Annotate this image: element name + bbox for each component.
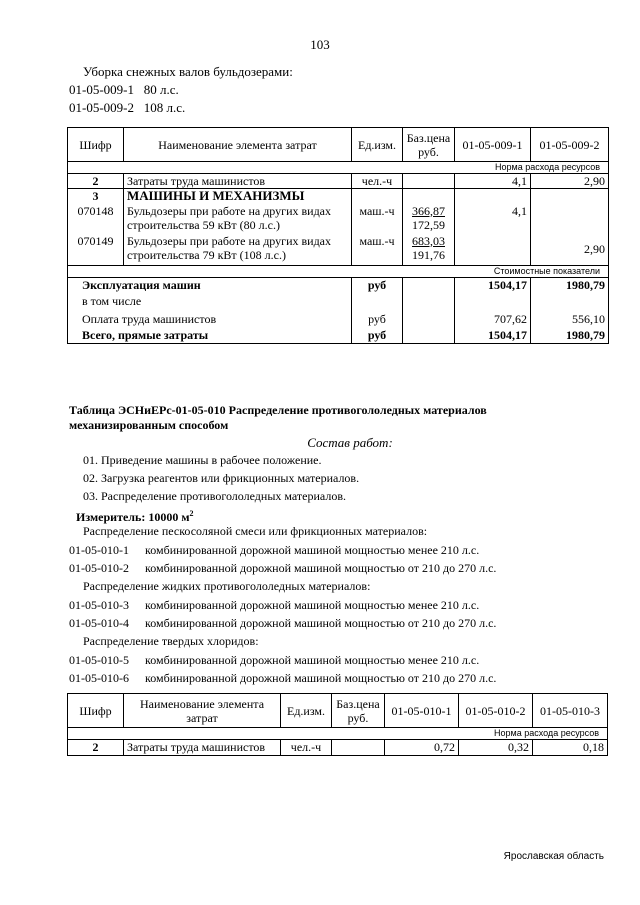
item-text: комбинированной дорожной машиной мощностью от 210 до 270 л.с.	[145, 671, 497, 685]
row-price	[403, 174, 455, 189]
row-price	[403, 204, 455, 234]
list-item	[69, 543, 479, 558]
table-row	[68, 294, 609, 310]
item-text: комбинированной дорожной машиной мощностью менее 210 л.с.	[145, 653, 480, 667]
col-header-unit: Ед.изм.	[352, 128, 403, 162]
row-c1: 1504,17	[455, 278, 531, 294]
row-c2	[531, 204, 609, 234]
row-price-line: 366,87	[412, 203, 445, 218]
col-header-line: Наименование элемента	[139, 696, 265, 711]
col-header-code: Шифр	[68, 128, 124, 162]
item-text: 80 л.с.	[143, 82, 179, 97]
row-code: 070149	[68, 234, 124, 266]
row-name: Всего, прямые затраты	[68, 328, 352, 344]
list-item	[69, 561, 496, 576]
row-c2: 1980,79	[531, 328, 609, 344]
norm-label: Норма расхода ресурсов	[68, 728, 608, 740]
row-price	[403, 278, 455, 294]
col-header-line: Баз.цена	[336, 696, 380, 711]
col-header-line: затрат	[186, 710, 218, 725]
meter-label	[76, 506, 194, 525]
work-item: 01. Приведение машины в рабочее положение.	[83, 453, 322, 467]
row-price	[332, 740, 385, 756]
row-unit: чел.-ч	[281, 740, 332, 756]
row-c1: 1504,17	[455, 328, 531, 344]
row-name: Эксплуатация машин	[68, 278, 352, 294]
list-item	[69, 653, 479, 668]
meter-text: Измеритель: 10000 м	[76, 510, 190, 524]
row-c2: 2,90	[531, 174, 609, 189]
row-c2: 1980,79	[531, 278, 609, 294]
col-header-c1: 01-05-009-1	[455, 128, 531, 162]
col-header-c2: 01-05-010-2	[459, 694, 533, 728]
section1-item	[69, 82, 179, 98]
row-name: Оплата труда машинистов	[68, 310, 352, 328]
group-heading: Распределение пескосоляной смеси или фрикционных материалов:	[83, 524, 428, 538]
row-unit: маш.-ч	[352, 204, 403, 234]
row-price-line: 191,76	[412, 247, 445, 262]
table-row	[68, 328, 609, 344]
norm-label-row	[68, 728, 608, 740]
row-code: 2	[68, 740, 124, 756]
item-code: 01-05-009-1	[69, 82, 134, 97]
item-code: 01-05-010-2	[69, 561, 129, 575]
col-header-line: руб.	[347, 710, 369, 725]
col-header-name: Наименование элемента затрат	[124, 128, 352, 162]
table-title-line: механизированным способом	[69, 418, 229, 432]
row-c2	[531, 189, 609, 204]
row-name: Затраты труда машинистов	[124, 174, 352, 189]
row-name	[124, 234, 352, 266]
row-code: 2	[68, 174, 124, 189]
item-code: 01-05-010-1	[69, 543, 129, 557]
col-header-code: Шифр	[68, 694, 124, 728]
row-c1: 4,1	[455, 204, 531, 234]
row-price-line: 683,03	[412, 233, 445, 248]
table-header-row	[68, 694, 608, 728]
item-text: комбинированной дорожной машиной мощностью менее 210 л.с.	[145, 543, 480, 557]
row-name-line: Бульдозеры при работе на других видах	[127, 233, 332, 248]
row-name-line: строительства 79 кВт (108 л.с.)	[127, 247, 286, 262]
row-unit	[352, 294, 403, 310]
cost-label: Стоимостные показатели	[68, 266, 609, 278]
item-text: 108 л.с.	[143, 100, 186, 115]
row-c2: 0,32	[459, 740, 533, 756]
work-item: 02. Загрузка реагентов или фрикционных материалов.	[83, 471, 360, 485]
list-item	[69, 598, 479, 613]
row-unit: руб	[352, 328, 403, 344]
row-unit: руб	[352, 310, 403, 328]
norm-label-row	[68, 162, 609, 174]
row-c1: 707,62	[455, 310, 531, 328]
row-name	[124, 204, 352, 234]
table-row	[68, 310, 609, 328]
item-code: 01-05-009-2	[69, 100, 134, 115]
row-name: Затраты труда машинистов	[124, 740, 281, 756]
norm-label: Норма расхода ресурсов	[68, 162, 609, 174]
row-price	[403, 328, 455, 344]
row-c2	[531, 294, 609, 310]
page-number: 103	[310, 37, 330, 52]
row-unit: руб	[352, 278, 403, 294]
works-title: Состав работ:	[307, 435, 393, 450]
section1-heading: Уборка снежных валов бульдозерами:	[83, 64, 293, 79]
item-text: комбинированной дорожной машиной мощностью от 210 до 270 л.с.	[145, 616, 497, 630]
row-c1	[455, 294, 531, 310]
row-unit	[352, 189, 403, 204]
table-row	[68, 234, 609, 266]
row-name-line: строительства 59 кВт (80 л.с.)	[127, 217, 280, 232]
item-text: комбинированной дорожной машиной мощностью менее 210 л.с.	[145, 598, 480, 612]
group-heading: Распределение твердых хлоридов:	[83, 634, 259, 648]
table-title-line: Таблица ЭСНиЕРс-01-05-010 Распределение противогололедных материалов	[69, 403, 487, 417]
row-price	[403, 234, 455, 266]
col-header-c3: 01-05-010-3	[533, 694, 608, 728]
row-price	[403, 189, 455, 204]
item-code: 01-05-010-6	[69, 671, 129, 685]
row-name: в том числе	[68, 294, 352, 310]
item-code: 01-05-010-3	[69, 598, 129, 612]
item-code: 01-05-010-4	[69, 616, 129, 630]
col-header-price: Баз.цена руб.	[403, 128, 455, 162]
row-c3: 0,18	[533, 740, 608, 756]
row-unit: чел.-ч	[352, 174, 403, 189]
row-unit: маш.-ч	[352, 234, 403, 266]
meter-sup: 2	[189, 509, 194, 518]
row-code: 070148	[68, 204, 124, 234]
table-row	[68, 740, 608, 756]
col-header-c2: 01-05-009-2	[531, 128, 609, 162]
row-c1	[455, 189, 531, 204]
group-heading: Распределение жидких противогололедных материалов:	[83, 579, 371, 593]
row-c2: 2,90	[531, 234, 609, 266]
cost-label-row	[68, 266, 609, 278]
row-name: МАШИНЫ И МЕХАНИЗМЫ	[124, 189, 352, 204]
section1-item	[69, 100, 185, 116]
table-header-row	[68, 128, 609, 162]
col-header-unit: Ед.изм.	[281, 694, 332, 728]
table-row	[68, 174, 609, 189]
table-row	[68, 189, 609, 204]
row-c1: 4,1	[455, 174, 531, 189]
list-item	[69, 616, 496, 631]
row-price	[403, 294, 455, 310]
row-name-line: Бульдозеры при работе на других видах	[127, 203, 332, 218]
row-code: 3	[68, 189, 124, 204]
col-header-price	[332, 694, 385, 728]
col-header-name	[124, 694, 281, 728]
table-row	[68, 278, 609, 294]
row-price	[403, 310, 455, 328]
item-code: 01-05-010-5	[69, 653, 129, 667]
row-c2: 556,10	[531, 310, 609, 328]
work-item: 03. Распределение противогололедных материалов.	[83, 489, 346, 503]
item-text: комбинированной дорожной машиной мощностью от 210 до 270 л.с.	[145, 561, 497, 575]
row-c1	[455, 234, 531, 266]
row-price-line: 172,59	[412, 217, 445, 232]
row-c1: 0,72	[385, 740, 459, 756]
resource-table-1	[67, 127, 609, 344]
col-header-c1: 01-05-010-1	[385, 694, 459, 728]
resource-table-2	[67, 693, 608, 756]
footer-region: Ярославская область	[503, 851, 604, 862]
table-row	[68, 204, 609, 234]
list-item	[69, 671, 496, 686]
